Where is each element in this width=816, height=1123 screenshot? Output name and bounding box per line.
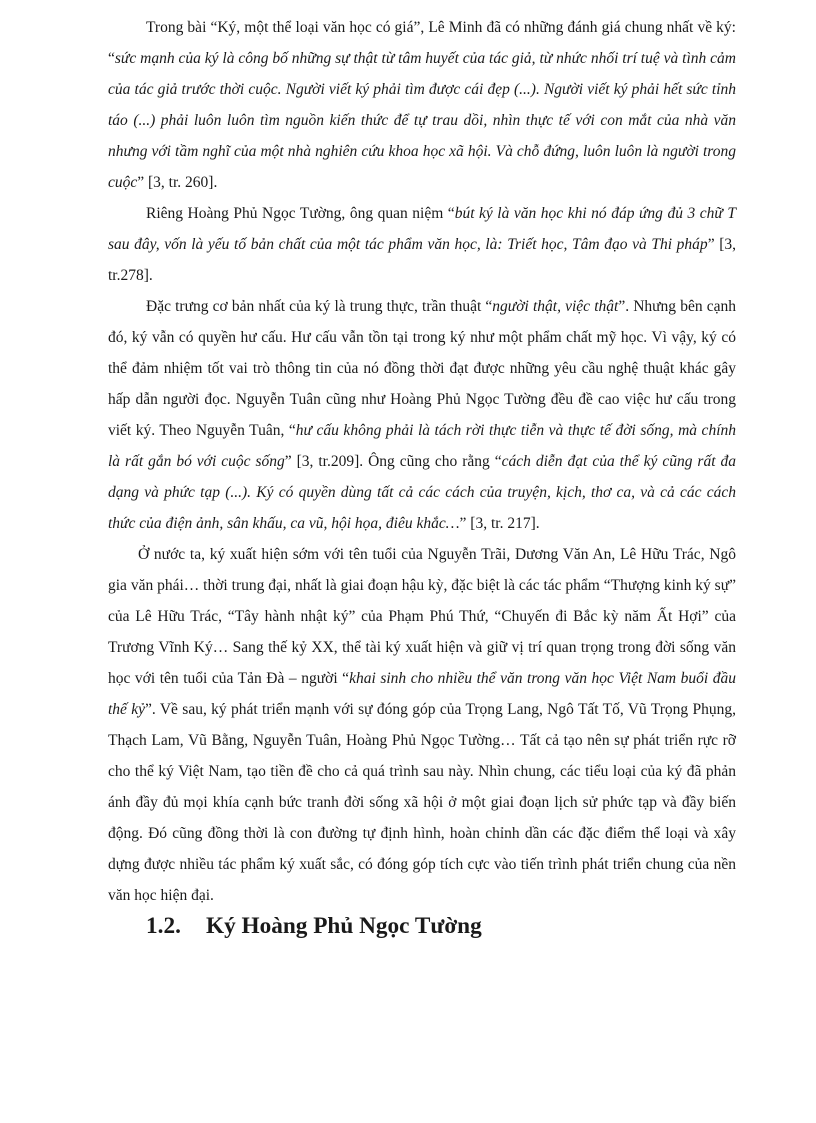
section-heading [108,911,736,942]
document-page [108,12,736,942]
paragraph-o-nuoc-ta: Ở nước ta, ký xuất hiện sớm với tên tuổi của Nguyễn Trãi, Dương Văn An, Lê Hữu Trác, Ngô gia văn phái… thời trung đại, nhất là giai đoạn hậu kỳ, đặc biệt là các tác phẩm “Thượng kinh ký sự” của Lê Hữu Trác, “Tây hành nhật ký” của Phạm Phú Thứ, “Chuyến đi Bắc kỳ năm Ất Hợi” của Trương Vĩnh Ký… Sang thế kỷ XX, thể tài ký xuất hiện và giữ vị trí quan trọng trong đời sống văn học với tên tuổi của Tản Đà – người “khai sinh cho nhiều thể văn trong văn học Việt Nam buổi đầu thế kỷ”. Về sau, ký phát triển mạnh với sự đóng góp của Trọng Lang, Ngô Tất Tố, Vũ Trọng Phụng, Thạch Lam, Vũ Bằng, Nguyễn Tuân, Hoàng Phủ Ngọc Tường… Tất cả tạo nên sự phát triển rực rỡ cho thể ký Việt Nam, tạo tiền đề cho cả quá trình sau này. Nhìn chung, các tiểu loại của ký đã phản ánh đầy đủ mọi khía cạnh bức tranh đời sống xã hội ở một giai đoạn lịch sử phức tạp và đầy biến động. Đó cũng đồng thời là con đường tự định hình, hoàn chỉnh dần các đặc điểm thể loại và xây dựng được nhiều tác phẩm ký xuất sắc, có đóng góp tích cực vào tiến trình phát triển chung của nền văn học hiện đại. [108,546,737,904]
section-title: Ký Hoàng Phủ Ngọc Tường [206,913,482,939]
paragraph-le-minh: Trong bài “Ký, một thể loại văn học có giá”, Lê Minh đã có những đánh giá chung nhất về ký: “sức mạnh của ký là công bố những sự thật từ tâm huyết của tác giả, từ nhức nhối trí tuệ và tình cảm của tác giả trước thời cuộc. Người viết ký phải tìm được cái đẹp (...). Người viết ký phải hết sức tỉnh táo (...) phải luôn luôn tìm nguồn kiến thức để tự trau dồi, nhìn thực tế với con mắt của nhà văn nhưng với tầm nghĩ của một nhà nghiên cứu khoa học xã hội. Và chỗ đứng, luôn luôn là người trong cuộc” [3, tr. 260]. [108,19,736,191]
paragraph-hoang-phu-ngoc-tuong: Riêng Hoàng Phủ Ngọc Tường, ông quan niệm “bút ký là văn học khi nó đáp ứng đủ 3 chữ T sau đây, vốn là yếu tố bản chất của một tác phẩm văn học, là: Triết học, Tâm đạo và Thi pháp” [3, tr.278]. [108,205,736,284]
section-number: 1.2. [146,913,181,939]
paragraph-dac-trung: Đặc trưng cơ bản nhất của ký là trung thực, trần thuật “người thật, việc thật”. Nhưng bên cạnh đó, ký vẫn có quyền hư cấu. Hư cấu vẫn tồn tại trong ký như một phẩm chất mỹ học. Vì vậy, ký có thể đảm nhiệm tốt vai trò thông tin của nó đồng thời đạt được những yêu cầu nghệ thuật khác gây hấp dẫn người đọc. Nguyễn Tuân cũng như Hoàng Phủ Ngọc Tường đều đề cao việc hư cấu trong viết ký. Theo Nguyễn Tuân, “hư cấu không phải là tách rời thực tiễn và thực tế đời sống, mà chính là rất gắn bó với cuộc sống” [3, tr.209]. Ông cũng cho rằng “cách diễn đạt của thể ký cũng rất đa dạng và phức tạp (...). Ký có quyền dùng tất cả các cách của truyện, kịch, thơ ca, và cả các cách thức của điện ảnh, sân khấu, ca vũ, hội họa, điêu khắc…” [3, tr. 217]. [108,298,736,532]
